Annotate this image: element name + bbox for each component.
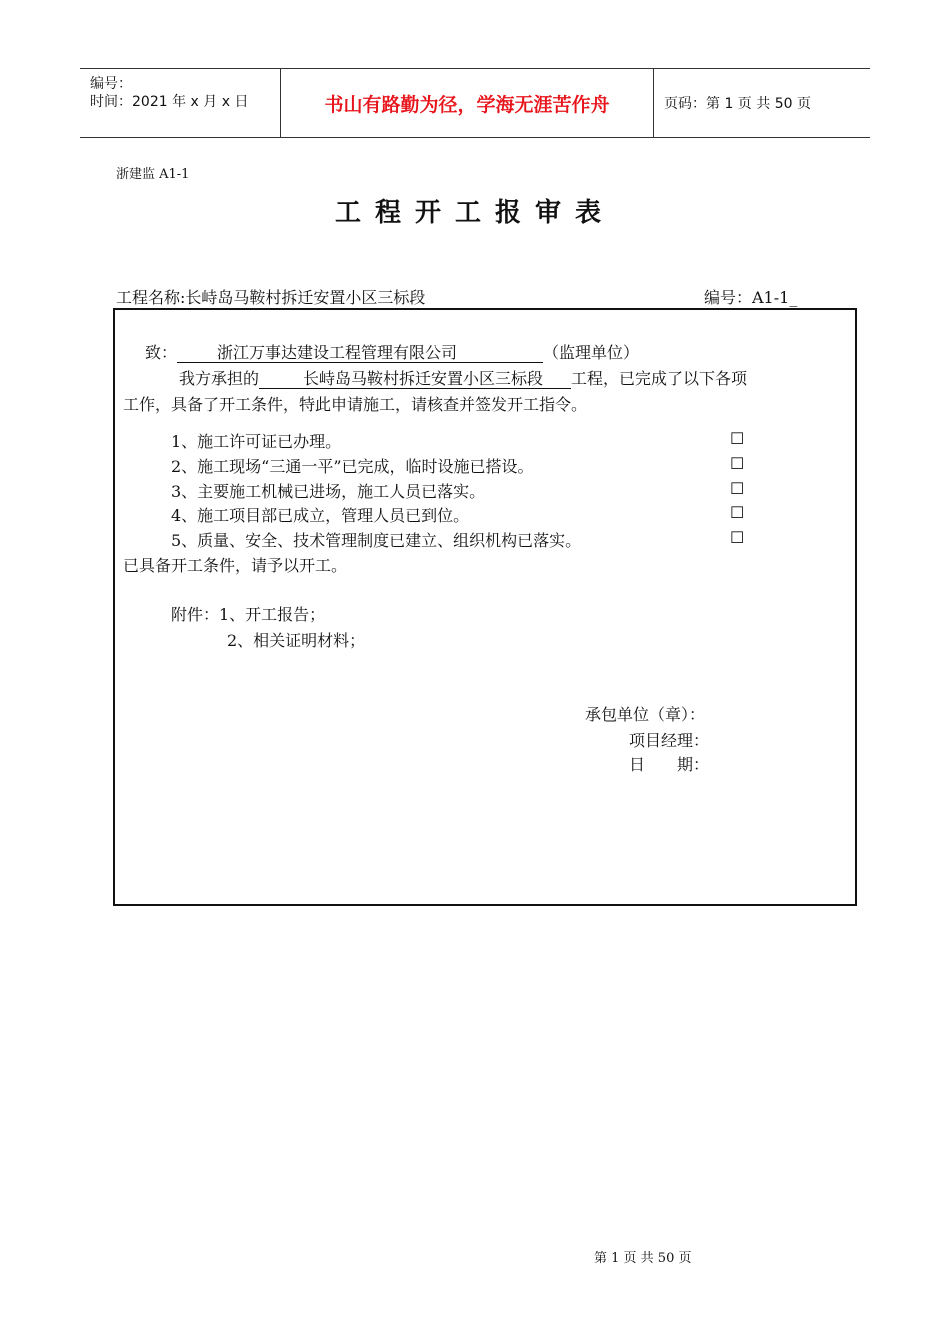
list-item: 4、施工项目部已成立，管理人员已到位。 [171,506,470,525]
header-meta-cell [80,69,281,137]
attachment-item: 2、相关证明材料； [227,631,366,650]
time-label: 时间：2021 年 x 月 x 日 [90,94,249,110]
page-footer: 第 1 页 共 50 页 [594,1251,692,1266]
attachments-label: 附件：1、开工报告； [171,605,326,624]
list-item: 1、施工许可证已办理。 [171,432,342,451]
to-suffix: （监理单位） [543,343,640,362]
checkbox[interactable]: ☐ [730,454,745,473]
motto: 书山有路勤为径，学海无涯苦作舟 [281,69,654,137]
list-item: 5、质量、安全、技术管理制度已建立、组织机构已落实。 [171,531,582,550]
form-code: 浙建监 A1-1 [116,167,190,182]
page-title: 工程开工报审表 [334,198,615,228]
intro-line [179,366,747,389]
intro-suffix: 工程，已完成了以下各项 [571,369,748,388]
form-number: 编号：A1-1_ [704,288,798,307]
recipient-line [145,340,639,363]
number-label: 编号： [90,76,132,92]
date-label: 日 期： [629,755,710,774]
intro-line-2: 工作，具备了开工条件，特此申请施工，请核查并签发开工指令。 [123,395,588,414]
list-item: 2、施工现场“三通一平”已完成，临时设施已搭设。 [171,457,534,476]
checkbox[interactable]: ☐ [730,528,745,547]
contractor-label: 承包单位（章）： [585,705,706,724]
checkbox[interactable]: ☐ [730,479,745,498]
manager-label: 项目经理： [629,731,710,750]
form-body [113,308,857,906]
checkbox[interactable]: ☐ [730,429,745,448]
checkbox[interactable]: ☐ [730,503,745,522]
to-prefix: 致： [145,343,178,362]
intro-project: 长峙岛马鞍村拆迁安置小区三标段 [259,370,571,389]
page-header [80,68,870,138]
supervisor-org: 浙江万事达建设工程管理有限公司 [177,344,543,363]
project-name: 工程名称:长峙岛马鞍村拆迁安置小区三标段 [116,288,426,307]
list-item: 3、主要施工机械已进场，施工人员已落实。 [171,482,486,501]
page-info: 页码：第 1 页 共 50 页 [664,96,811,112]
intro-prefix: 我方承担的 [179,369,260,388]
conclusion: 已具备开工条件，请予以开工。 [123,556,348,575]
